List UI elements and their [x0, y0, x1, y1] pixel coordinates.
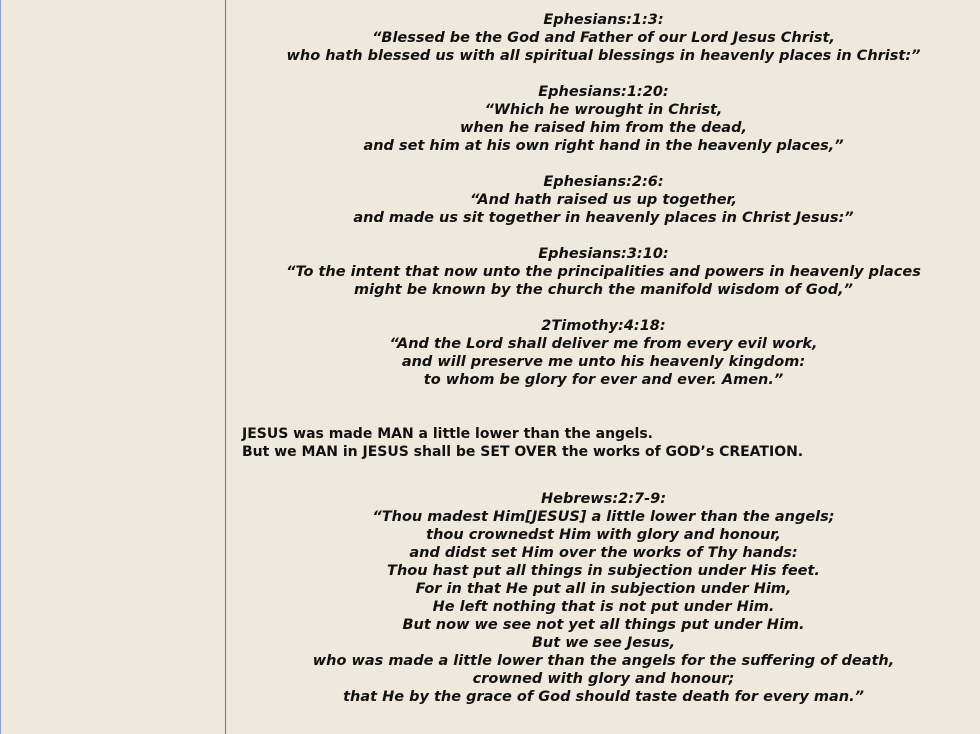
verse-line: But now we see not yet all things put under Him.: [402, 617, 805, 633]
verse-reference: Ephesians:1:3:: [543, 12, 664, 28]
verse-line: and will preserve me unto his heavenly kingdom:: [401, 354, 806, 370]
document-content: [227, 0, 980, 734]
verse-line: and made us sit together in heavenly places in Christ Jesus:”: [353, 210, 854, 226]
verse-reference: Ephesians:1:20:: [538, 84, 669, 100]
verse-line: “Blessed be the God and Father of our Lord Jesus Christ,: [372, 30, 835, 46]
verse-line: who was made a little lower than the angels for the suffering of death,: [312, 653, 895, 669]
verse-reference: Ephesians:2:6:: [543, 174, 664, 190]
verse-reference: Ephesians:3:10:: [538, 246, 669, 262]
verse-line: that He by the grace of God should taste death for every man.”: [343, 689, 864, 705]
verse-block-ephesians-3-10: [227, 245, 980, 299]
verse-line: “Which he wrought in Christ,: [484, 102, 723, 118]
verse-block-2timothy-4-18: [227, 317, 980, 389]
verse-line: “Thou madest Him[JESUS] a little lower than the angels;: [372, 509, 835, 525]
verse-line: crowned with glory and honour;: [472, 671, 735, 687]
verse-reference: Hebrews:2:7-9:: [540, 491, 667, 507]
verse-line: “And the Lord shall deliver me from every evil work,: [389, 336, 818, 352]
verse-line: thou crownedst Him with glory and honour,: [426, 527, 781, 543]
statement-block: [242, 425, 803, 461]
verse-line: “And hath raised us up together,: [469, 192, 738, 208]
verse-line: when he raised him from the dead,: [460, 120, 747, 136]
verse-reference: 2Timothy:4:18:: [541, 318, 666, 334]
verse-line: Thou hast put all things in subjection under His feet.: [387, 563, 820, 579]
statement-line: But we MAN in JESUS shall be SET OVER the works of GOD’s CREATION.: [242, 444, 804, 460]
verse-line: who hath blessed us with all spiritual blessings in heavenly places in Christ:”: [286, 48, 921, 64]
verse-line: He left nothing that is not put under Him.: [432, 599, 775, 615]
verse-line: But we see Jesus,: [531, 635, 676, 651]
verse-block-ephesians-1-20: [227, 83, 980, 155]
verse-block-hebrews-2-7-9: [227, 490, 980, 706]
verse-line: to whom be glory for ever and ever. Amen.”: [423, 372, 784, 388]
verse-line: “To the intent that now unto the principalities and powers in heavenly places: [286, 264, 921, 280]
verse-line: For in that He put all in subjection under Him,: [415, 581, 792, 597]
left-sidebar-panel: [0, 0, 226, 734]
verse-block-ephesians-1-3: [227, 11, 980, 65]
verse-line: might be known by the church the manifold wisdom of God,”: [354, 282, 853, 298]
verse-line: and didst set Him over the works of Thy hands:: [409, 545, 798, 561]
verse-line: and set him at his own right hand in the heavenly places,”: [363, 138, 844, 154]
verse-block-ephesians-2-6: [227, 173, 980, 227]
statement-line: JESUS was made MAN a little lower than the angels.: [242, 426, 654, 442]
